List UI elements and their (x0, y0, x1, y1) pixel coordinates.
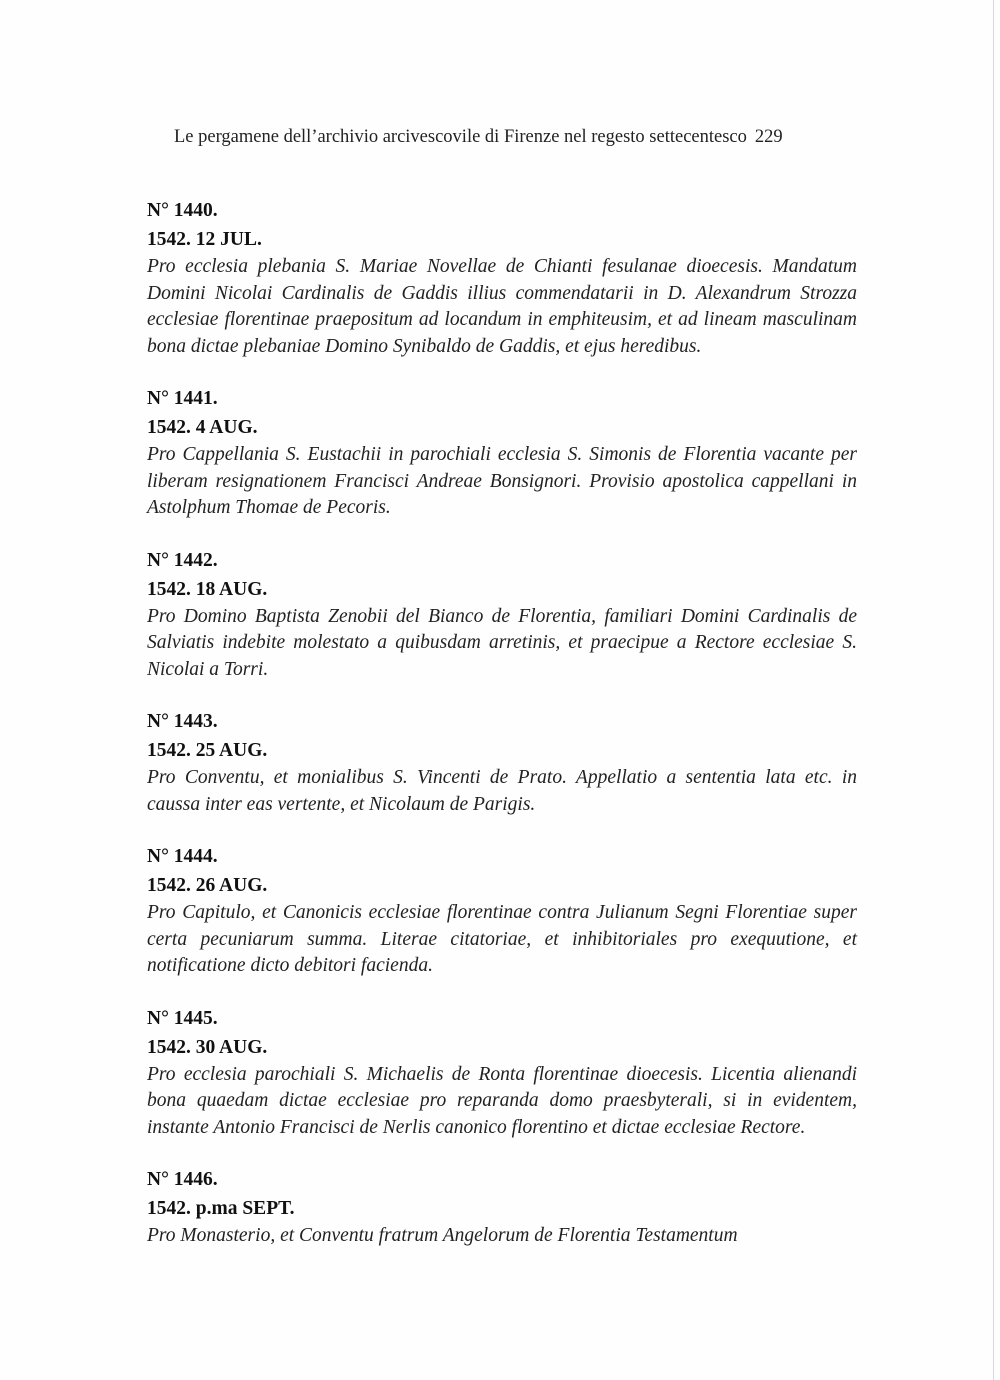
entry-date: 1542. 26 AUG. (147, 875, 268, 896)
entry-date: 1542. 12 JUL. (147, 229, 262, 250)
entry-text: Pro Conventu, et monialibus S. Vincenti de Prato. Appellatio a sententia lata etc. in caussa inter eas vertente, et Nicolaum de Parigis. (147, 767, 857, 815)
regesto-entries (147, 196, 857, 1274)
entry-number: N° 1440. (147, 200, 218, 221)
entry-date: 1542. 25 AUG. (147, 740, 268, 761)
entry-1441 (147, 384, 857, 522)
page-number: 229 (754, 127, 783, 147)
entry-1442 (147, 546, 857, 684)
entry-text: Pro Capitulo, et Canonicis ecclesiae florentinae contra Julianum Segni Florentiae super certa pecuniarum summa. Literae citatoriae, et inhibitoriales pro exequutione, et notificatione dicto debitori facienda. (147, 902, 857, 976)
entry-1440 (147, 196, 857, 360)
entry-1446 (147, 1165, 857, 1250)
entry-number: N° 1441. (147, 388, 218, 409)
running-title: Le pergamene dell’archivio arcivescovile di Firenze nel regesto settecentesco (174, 127, 747, 147)
entry-number: N° 1443. (147, 711, 218, 732)
entry-number: N° 1445. (147, 1007, 218, 1029)
page-edge-divider (993, 0, 994, 1380)
entry-text: Pro Cappellania S. Eustachii in parochiali ecclesia S. Simonis de Florentia vacante per liberam resignationem Francisci Andreae Bonsignori. Provisio apostolica cappellani in Astolphum Thomae de Pecoris. (147, 444, 857, 518)
entry-date: 1542. p.ma SEPT. (147, 1198, 295, 1219)
entry-1444 (147, 842, 857, 980)
running-header (174, 127, 854, 148)
entry-text: Pro ecclesia parochiali S. Michaelis de Ronta florentinae dioecesis. Licentia alienandi bona quaedam dictae ecclesiae pro reparanda domo praesbyterali, si in evidentem, instante Antonio Francisci de Nerlis canonico florentino et dictae ecclesiae Rectore. (147, 1063, 857, 1138)
entry-text: Pro ecclesia plebania S. Mariae Novellae de Chianti fesulanae dioecesis. Mandatum Domini Nicolai Cardinalis de Gaddis illius commendatarii in D. Alexandrum Strozza ecclesiae florentinae praepositum ad locandum in emphiteusim, et ad lineam masculinam bona dictae plebaniae Domino Synibaldo de Gaddis, et ejus heredibus. (147, 256, 857, 357)
entry-number: N° 1444. (147, 846, 218, 867)
entry-number: N° 1446. (147, 1169, 218, 1190)
entry-date: 1542. 30 AUG. (147, 1036, 268, 1058)
entry-date: 1542. 4 AUG. (147, 417, 258, 438)
entry-text: Pro Domino Baptista Zenobii del Bianco de Florentia, familiari Domini Cardinalis de Salviatis indebite molestato a quibusdam arretinis, et praecipue a Rectore ecclesiae S. Nicolai a Torri. (147, 605, 857, 680)
entry-date: 1542. 18 AUG. (147, 578, 268, 600)
entry-text: Pro Monasterio, et Conventu fratrum Angelorum de Florentia Testamentum (147, 1225, 738, 1246)
entry-1445 (147, 1004, 857, 1142)
entry-number: N° 1442. (147, 549, 218, 571)
entry-1443 (147, 707, 857, 818)
